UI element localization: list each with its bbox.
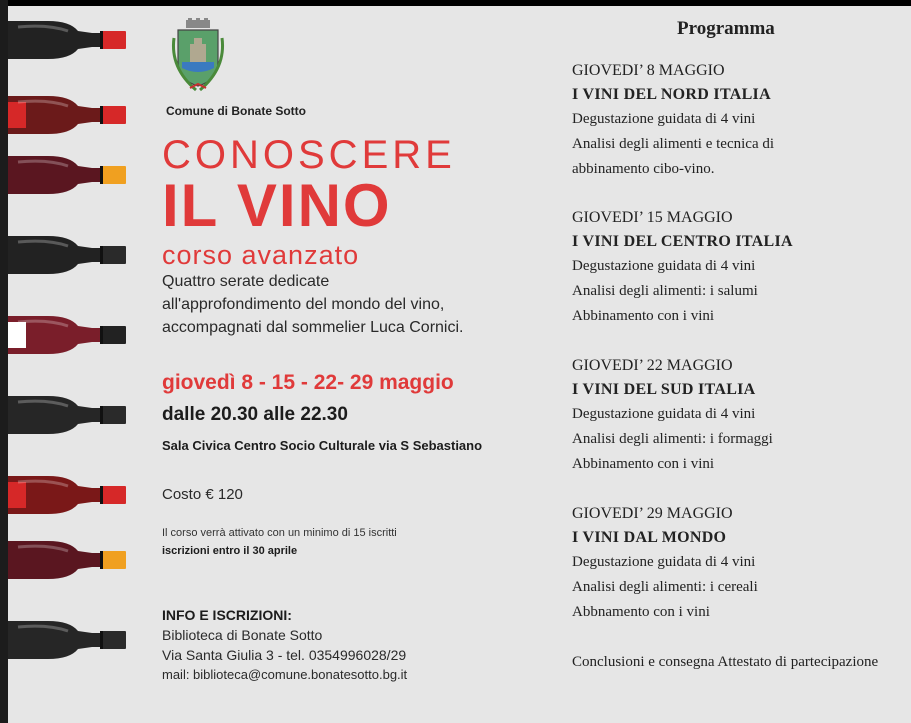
event-date: GIOVEDI’ 29 MAGGIO: [572, 505, 733, 522]
cost: Costo € 120: [162, 486, 243, 503]
event-line: Analisi degli alimenti: i cereali: [572, 579, 758, 595]
event-title: I VINI DEL CENTRO ITALIA: [572, 233, 793, 250]
title-line2: IL VINO: [162, 172, 392, 239]
coat-of-arms-icon: [168, 18, 228, 94]
wine-bottle-icon: [8, 474, 128, 516]
event-line: Analisi degli alimenti e tecnica di: [572, 136, 775, 152]
event-date: GIOVEDI’ 8 MAGGIO: [572, 62, 725, 79]
deadline-note: iscrizioni entro il 30 aprile: [162, 545, 298, 557]
info-address-phone: Via Santa Giulia 3 - tel. 0354996028/29: [162, 647, 407, 663]
event-title: I VINI DEL SUD ITALIA: [572, 381, 756, 398]
left-border: [0, 0, 8, 723]
intro-line: Quattro serate dedicate: [162, 273, 330, 290]
event-date: GIOVEDI’ 15 MAGGIO: [572, 209, 733, 226]
info-email: mail: biblioteca@comune.bonatesotto.bg.it: [162, 667, 408, 682]
info-block: [162, 605, 407, 685]
wine-bottle-icon: [8, 539, 128, 581]
info-heading: INFO E ISCRIZIONI:: [162, 607, 292, 623]
event-line: Abbinamento con i vini: [572, 456, 715, 472]
intro-line: all'approfondimento del mondo del vino,: [162, 296, 445, 313]
event-line: Degustazione guidata di 4 vini: [572, 554, 756, 570]
event-4: [572, 502, 902, 625]
course-dates: giovedì 8 - 15 - 22- 29 maggio: [162, 371, 454, 394]
course-hours: dalle 20.30 alle 22.30: [162, 404, 348, 425]
wine-bottle-icon: [8, 154, 128, 196]
venue: Sala Civica Centro Socio Culturale via S Sebastiano: [162, 438, 483, 453]
closing-text: Conclusioni e consegna Attestato di partecipazione: [572, 654, 879, 670]
event-line: Degustazione guidata di 4 vini: [572, 258, 756, 274]
event-1: [572, 59, 902, 182]
municipality-name: Comune di Bonate Sotto: [166, 104, 306, 118]
event-line: Degustazione guidata di 4 vini: [572, 111, 756, 127]
event-line: Abbnamento con i vini: [572, 604, 710, 620]
event-3: [572, 354, 902, 477]
top-border: [0, 0, 911, 6]
info-library: Biblioteca di Bonate Sotto: [162, 627, 323, 643]
event-title: I VINI DEL NORD ITALIA: [572, 86, 771, 103]
event-title: I VINI DAL MONDO: [572, 529, 727, 546]
event-line: Abbinamento con i vini: [572, 308, 715, 324]
event-line: Degustazione guidata di 4 vini: [572, 406, 756, 422]
wine-bottle-icon: [8, 394, 128, 436]
program-title: Programma: [677, 18, 775, 39]
title-line1: CONOSCERE: [162, 133, 456, 177]
wine-bottle-icon: [8, 619, 128, 661]
wine-bottle-icon: [8, 94, 128, 136]
wine-bottle-icon: [8, 234, 128, 276]
minimum-note: Il corso verrà attivato con un minimo di 15 iscritti: [162, 527, 397, 539]
event-line: abbinamento cibo-vino.: [572, 161, 715, 177]
wine-bottle-icon: [8, 314, 128, 356]
event-date: GIOVEDI’ 22 MAGGIO: [572, 357, 733, 374]
event-line: Analisi degli alimenti: i formaggi: [572, 431, 773, 447]
intro-text: [162, 270, 542, 339]
event-2: [572, 206, 902, 329]
event-line: Analisi degli alimenti: i salumi: [572, 283, 758, 299]
subtitle: corso avanzato: [162, 240, 360, 270]
wine-bottle-icon: [8, 19, 128, 61]
intro-line: accompagnati dal sommelier Luca Cornici.: [162, 319, 464, 336]
